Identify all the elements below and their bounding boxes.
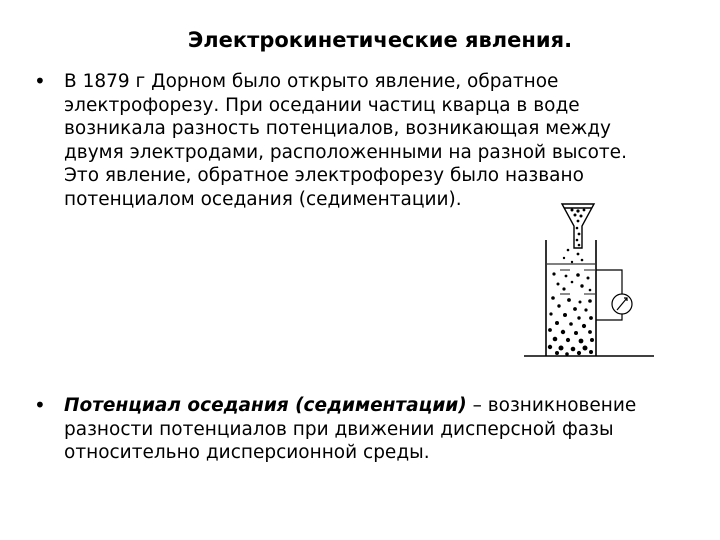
bullet-text-discovery: В 1879 г Дорном было открыто явление, обратное электрофорезу. При оседании частиц кварца в воде возникала разность потенциалов, возникающая между двумя электродами, расположенными на разной высоте. Это явление, обратное электрофорезу было названо потенциалом оседания (седиментации).: [64, 71, 627, 210]
sedimentation-apparatus-diagram: [520, 196, 660, 360]
bullet-item-discovery: [34, 70, 664, 211]
bullet-marker: •: [34, 69, 46, 93]
definition-body: – возникновение разности потенциалов при движении дисперсной фазы относительно дисперсионной среды.: [64, 395, 637, 463]
slide-title: Электрокинетические явления.: [187, 28, 573, 52]
sediment-particles: [548, 249, 594, 356]
vessel-icon: [524, 240, 654, 356]
definition-term: Потенциал оседания (седиментации): [64, 395, 467, 416]
galvanometer-icon: [612, 294, 632, 314]
bullet-item-definition: [34, 394, 674, 465]
bullet-text-definition: [64, 394, 674, 465]
funnel-particles: [571, 209, 586, 247]
bullet-marker: •: [34, 393, 46, 417]
